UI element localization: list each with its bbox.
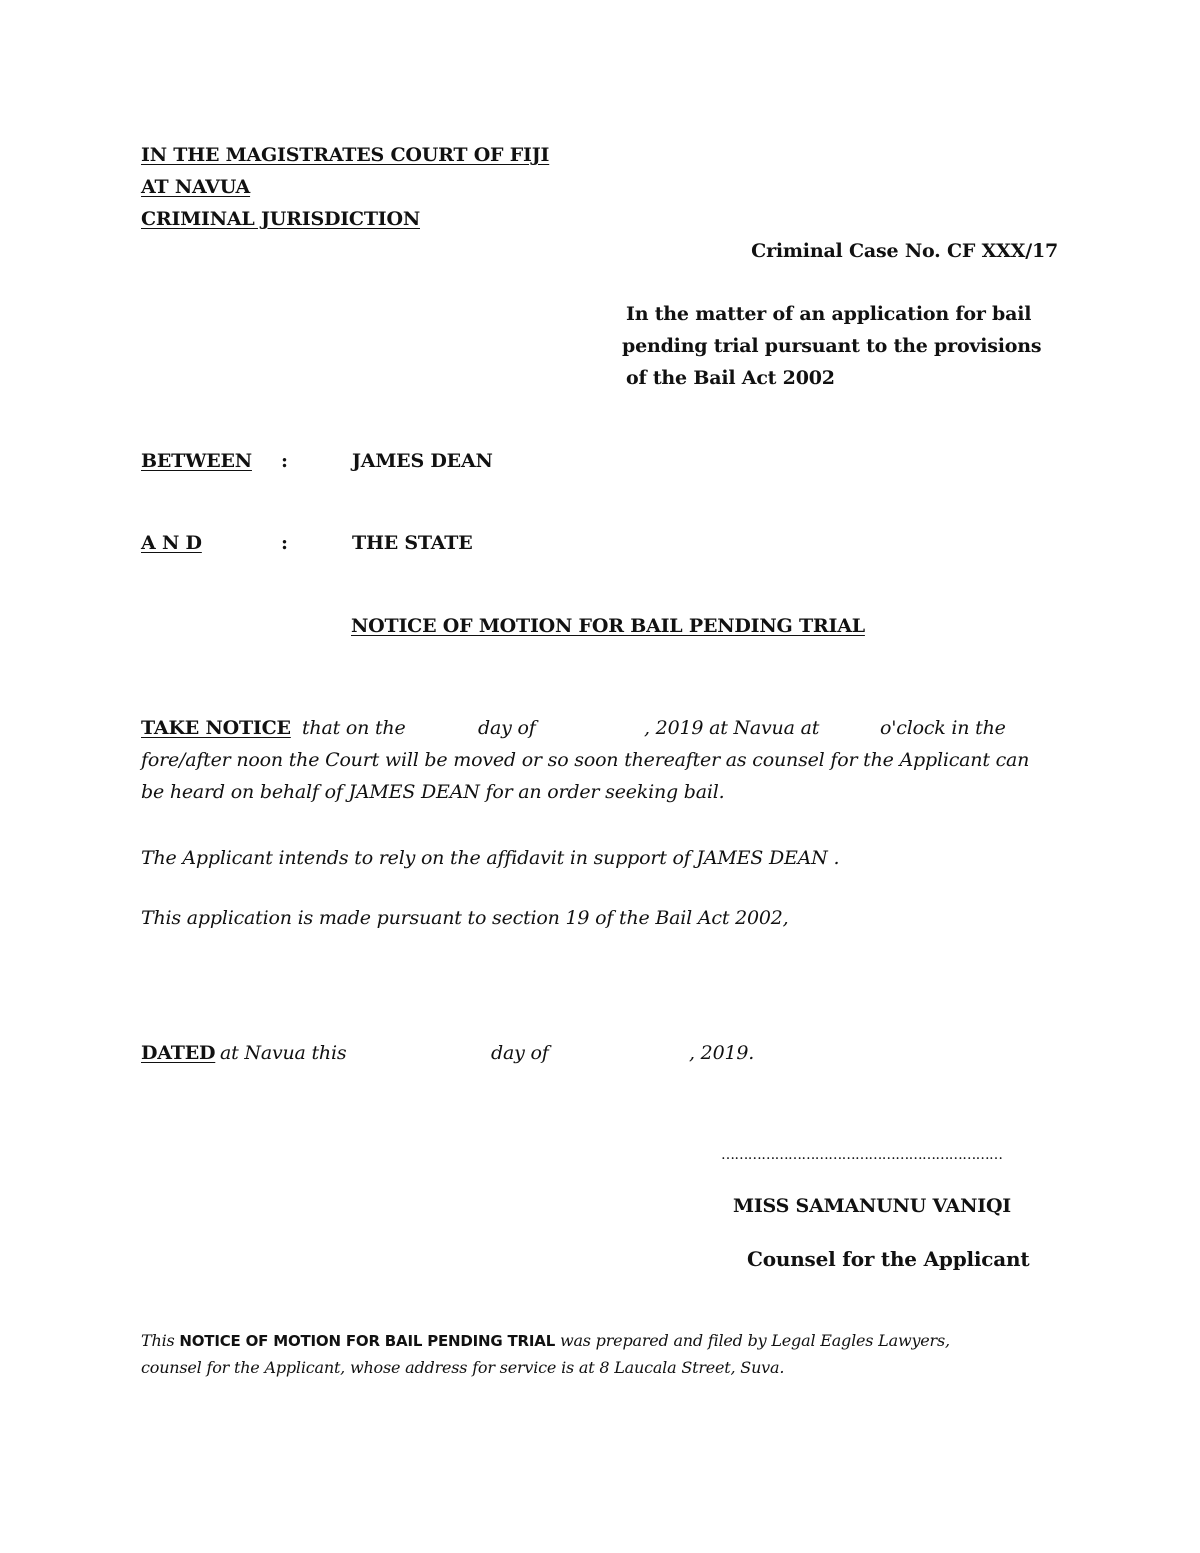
notice-year-text: , 2019 at Navua at [644, 717, 820, 739]
court-jurisdiction: CRIMINAL JURISDICTION [141, 208, 420, 230]
notice-line-3: be heard on behalf of JAMES DEAN for an order seeking bail. [141, 781, 725, 803]
notice-line-2: fore/after noon the Court will be moved or so soon thereafter as counsel for the Applicant can [141, 749, 1030, 771]
matter-line-3: of the Bail Act 2002 [626, 367, 835, 389]
footer-line-1 [141, 1331, 950, 1350]
between-colon: : [281, 450, 288, 472]
counsel-name: MISS SAMANUNU VANIQI [733, 1195, 1011, 1217]
notice-day-of-text: day of [478, 717, 536, 739]
and-label: A N D [141, 532, 202, 554]
footer-line-2: counsel for the Applicant, whose address for service is at 8 Laucala Street, Suva. [141, 1358, 785, 1377]
dated-day-of-text: day of [491, 1042, 549, 1064]
signature-line: ……………………………………………………… [721, 1147, 1003, 1163]
case-number: Criminal Case No. CF XXX/17 [751, 240, 1058, 262]
counsel-role: Counsel for the Applicant [747, 1247, 1030, 1271]
notice-that-text: that on the [302, 717, 406, 739]
dated-label: DATED [141, 1042, 216, 1064]
matter-line-1: In the matter of an application for bail [626, 303, 1032, 325]
and-colon: : [281, 532, 288, 554]
matter-line-2: pending trial pursuant to the provisions [622, 335, 1042, 357]
notice-oclock-text: o'clock in the [880, 717, 1006, 739]
court-location: AT NAVUA [141, 176, 251, 198]
footer-title-bold: NOTICE OF MOTION FOR BAIL PENDING TRIAL [179, 1332, 556, 1350]
footer-line-1-rest: was prepared and filed by Legal Eagles Lawyers, [559, 1331, 950, 1350]
between-label: BETWEEN [141, 450, 252, 472]
take-notice-label: TAKE NOTICE [141, 717, 291, 739]
document-title: NOTICE OF MOTION FOR BAIL PENDING TRIAL [351, 615, 865, 637]
section-paragraph: This application is made pursuant to section 19 of the Bail Act 2002, [141, 907, 789, 929]
applicant-name: JAMES DEAN [352, 450, 493, 472]
dated-at-text: at Navua this [220, 1042, 347, 1064]
respondent-name: THE STATE [352, 532, 473, 554]
affidavit-paragraph: The Applicant intends to rely on the affidavit in support of JAMES DEAN . [141, 847, 840, 869]
court-name: IN THE MAGISTRATES COURT OF FIJI [141, 144, 550, 166]
dated-year-text: , 2019. [689, 1042, 755, 1064]
footer-prefix: This [141, 1331, 175, 1350]
